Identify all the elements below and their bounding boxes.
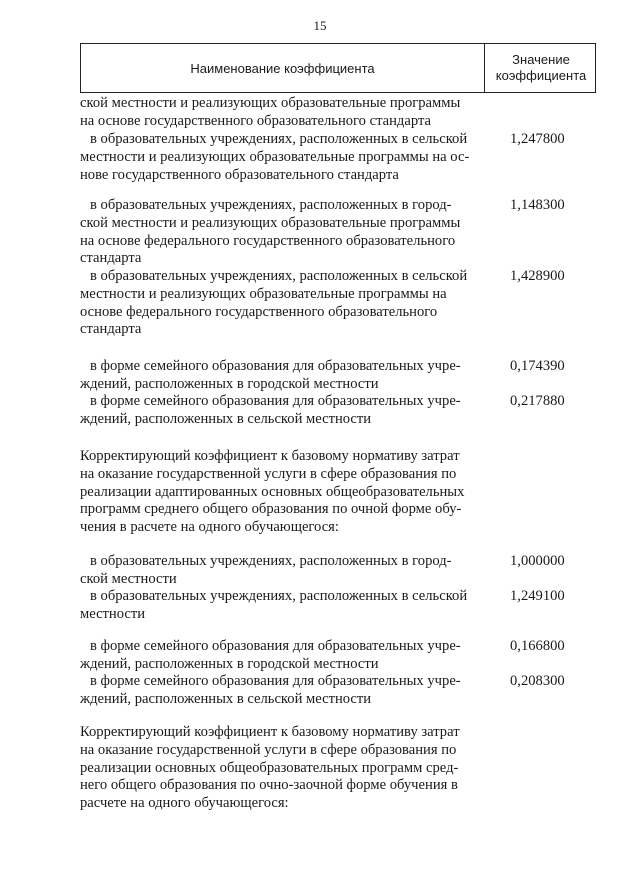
row-line: местности и реализующих образовательные программы на ос-: [80, 148, 470, 165]
row-line: в образовательных учреждениях, расположенных в сельской: [90, 268, 468, 284]
row-line: местности: [80, 605, 146, 622]
row-line: стандарта: [80, 250, 142, 267]
row-text: [80, 197, 478, 268]
row-line: на оказание государственной услуги в сфере образования по: [80, 465, 457, 482]
row-value: 1,249100: [510, 588, 565, 604]
row-value: 0,174390: [510, 358, 565, 374]
section-heading: [80, 448, 478, 537]
section-heading: [80, 724, 478, 813]
row-text: [80, 358, 478, 394]
row-line: на основе федерального государственного образовательного: [80, 232, 456, 249]
column-header-value-line2: коэффициента: [495, 68, 587, 83]
row-line: ской местности и реализующих образовательные программы: [80, 95, 461, 111]
row-value: 0,217880: [510, 393, 565, 409]
row-line: в образовательных учреждениях, расположенных в город-: [90, 553, 452, 569]
row-line: ждений, расположенных в сельской местности: [80, 690, 372, 707]
row-value: 0,166800: [510, 638, 565, 654]
row-line: Корректирующий коэффициент к базовому нормативу затрат: [80, 448, 460, 464]
page-number: 15: [313, 18, 327, 33]
row-line: на оказание государственной услуги в сфере образования по: [80, 741, 457, 758]
row-text: [80, 588, 478, 624]
row-value: 1,428900: [510, 268, 565, 284]
row-line: ждений, расположенных в городской местности: [80, 375, 379, 392]
row-line: в форме семейного образования для образовательных учре-: [90, 358, 461, 374]
row-line: в форме семейного образования для образовательных учре-: [90, 673, 461, 689]
row-line: программ среднего общего образования по очной форме обу-: [80, 501, 462, 518]
row-line: ской местности и реализующих образовательные программы: [80, 214, 461, 231]
row-text: [80, 95, 478, 131]
row-text: [80, 131, 478, 184]
row-line: в форме семейного образования для образовательных учре-: [90, 393, 461, 409]
row-text: [80, 638, 478, 674]
row-line: ждений, расположенных в городской местности: [80, 655, 379, 672]
row-line: нове государственного образовательного стандарта: [80, 166, 399, 183]
row-line: основе федерального государственного образовательного: [80, 303, 438, 320]
row-line: него общего образования по очно-заочной форме обучения в: [80, 777, 458, 794]
table-header: [80, 43, 596, 93]
row-line: местности и реализующих образовательные программы на: [80, 285, 447, 302]
row-line: в образовательных учреждениях, расположенных в сельской: [90, 131, 468, 147]
column-header-name: Наименование коэффициента: [190, 60, 375, 76]
row-line: ждений, расположенных в сельской местности: [80, 410, 372, 427]
row-line: в образовательных учреждениях, расположенных в сельской: [90, 588, 468, 604]
row-text: [80, 673, 478, 709]
row-text: [80, 393, 478, 429]
row-value: 1,000000: [510, 553, 565, 569]
row-text: [80, 553, 478, 589]
row-line: расчете на одного обучающегося:: [80, 795, 289, 812]
column-header-value-line1: Значение: [512, 52, 570, 67]
row-line: в форме семейного образования для образовательных учре-: [90, 638, 461, 654]
row-text: [80, 268, 478, 339]
column-header-value: [485, 44, 597, 92]
row-line: в образовательных учреждениях, расположенных в город-: [90, 197, 452, 213]
row-line: на основе государственного образовательного стандарта: [80, 112, 431, 129]
row-line: стандарта: [80, 321, 142, 338]
row-line: ской местности: [80, 570, 177, 587]
row-line: реализации основных общеобразовательных программ сред-: [80, 759, 459, 776]
row-value: 1,247800: [510, 131, 565, 147]
row-value: 0,208300: [510, 673, 565, 689]
row-line: чения в расчете на одного обучающегося:: [80, 519, 339, 536]
row-line: Корректирующий коэффициент к базовому нормативу затрат: [80, 724, 460, 740]
row-value: 1,148300: [510, 197, 565, 213]
row-line: реализации адаптированных основных общеобразовательных: [80, 483, 465, 500]
